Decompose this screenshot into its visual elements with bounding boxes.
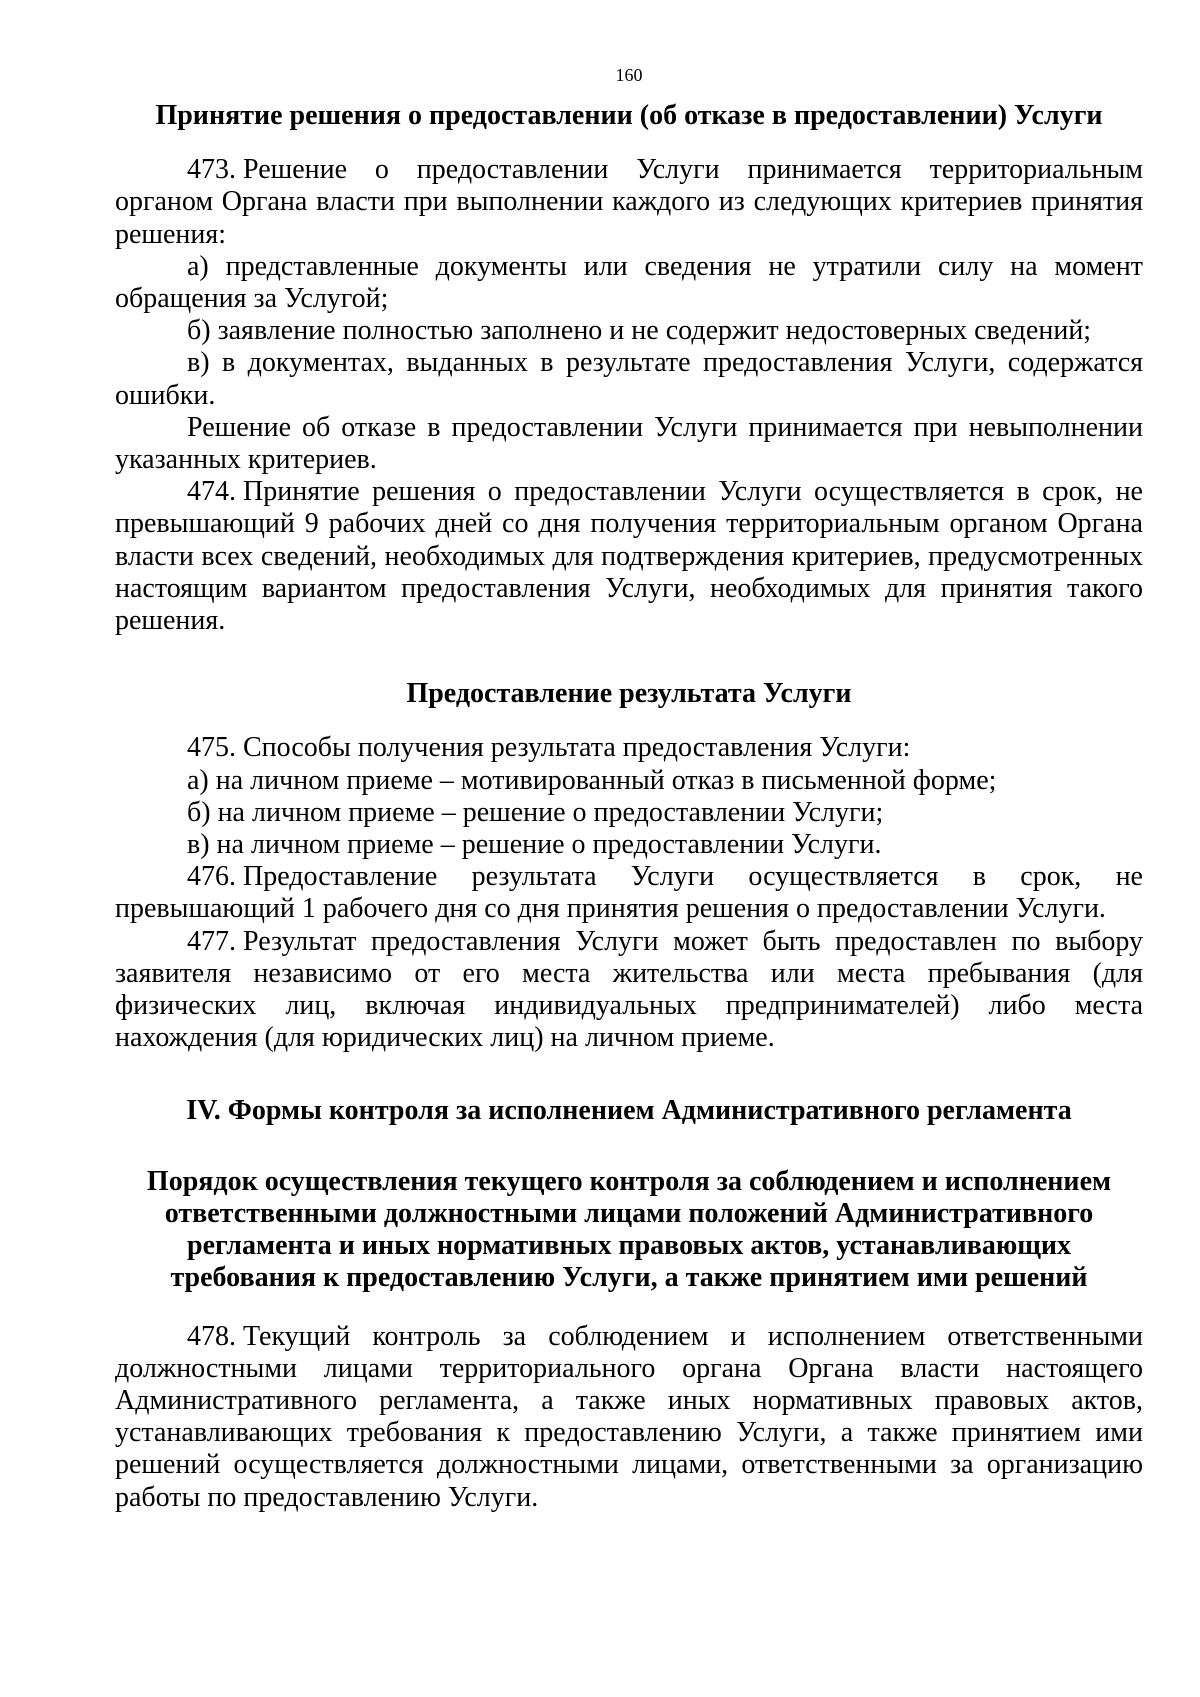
section-heading-result: Предоставление результата Услуги: [406, 678, 852, 710]
paragraph-number: 473.: [187, 154, 236, 186]
paragraph-475: [115, 732, 1143, 764]
part-heading-control-forms: IV. Формы контроля за исполнением Административного регламента: [186, 1095, 1072, 1127]
section-result: [115, 678, 1143, 1054]
paragraph-text: Принятие решения о предоставлении Услуги осуществляется в срок, не превышающий 9 рабочих дней со дня получения территориальным органом Органа власти всех сведений, необходимых для подтверждения критериев, предусмотренных настоящим вариантом предоставления Услуги, необходимых для принятия такого решения.: [115, 476, 1143, 637]
paragraph-number: 476.: [187, 861, 236, 893]
paragraph-text: б) на личном приеме – решение о предоставлении Услуги;: [187, 796, 884, 828]
paragraph-text: Предоставление результата Услуги осуществляется в срок, не превышающий 1 рабочего дня со дня принятия решения о предоставлении Услуги.: [115, 861, 1143, 925]
paragraph-text: Решение об отказе в предоставлении Услуги принимается при невыполнении указанных критериев.: [115, 411, 1143, 476]
heading-line: Порядок осуществления текущего контроля за соблюдением и исполнением: [146, 1165, 1112, 1197]
heading-line: регламента и иных нормативных правовых актов, устанавливающих: [187, 1230, 1071, 1262]
paragraph-473: [115, 154, 1143, 251]
section-heading-decision: Принятие решения о предоставлении (об отказе в предоставлении) Услуги: [155, 100, 1103, 131]
paragraph-text: в) на личном приеме – решение о предоставлении Услуги.: [187, 829, 882, 861]
paragraph-text: б) заявление полностью заполнено и не содержит недостоверных сведений;: [187, 315, 1092, 347]
paragraph-number: 477.: [187, 925, 236, 957]
list-item-b: [115, 797, 1143, 829]
paragraph-476: [115, 861, 1143, 925]
paragraph-number: 478.: [187, 1320, 236, 1352]
list-item-a: [115, 765, 1143, 797]
section-heading-current-control: [115, 1166, 1143, 1295]
heading-line: ответственными должностными лицами положений Административного: [164, 1197, 1094, 1229]
paragraph-refusal: [115, 412, 1143, 476]
list-item-c: [115, 347, 1143, 411]
section-current-control: [115, 1166, 1143, 1514]
paragraph-text: а) представленные документы или сведения не утратили силу на момент обращения за Услугой;: [115, 250, 1143, 315]
heading-line: требования к предоставлению Услуги, а также принятием ими решений: [170, 1262, 1088, 1294]
section-decision: [115, 100, 1143, 637]
paragraph-text: Результат предоставления Услуги может быть предоставлен по выбору заявителя независимо от его места жительства или места пребывания (для физических лиц, включая индивидуальных предпринимателей) либо места нахождения (для юридических лиц) на личном приеме.: [115, 925, 1143, 1054]
paragraph-text: в) в документах, выданных в результате предоставления Услуги, содержатся ошибки.: [115, 347, 1143, 411]
page-number: 160: [615, 65, 643, 85]
paragraph-text: а) на личном приеме – мотивированный отказ в письменной форме;: [187, 764, 997, 796]
list-item-b: [115, 315, 1143, 347]
paragraph-474: [115, 476, 1143, 637]
document-page: [115, 64, 1143, 1514]
list-item-c: [115, 829, 1143, 861]
paragraph-text: Текущий контроль за соблюдением и исполнением ответственными должностными лицами территориального органа Органа власти настоящего Административного регламента, а также иных нормативных правовых актов, устанавливающих требования к предоставлению Услуги, а также принятием ими решений осуществляется должностными лицами, ответственными за организацию работы по предоставлению Услуги.: [115, 1320, 1143, 1513]
paragraph-477: [115, 926, 1143, 1055]
list-item-a: [115, 251, 1143, 315]
paragraph-number: 474.: [187, 476, 236, 508]
paragraph-number: 475.: [187, 732, 236, 764]
paragraph-478: [115, 1321, 1143, 1514]
paragraph-text: Способы получения результата предоставления Услуги:: [243, 732, 911, 764]
paragraph-text: Решение о предоставлении Услуги принимается территориальным органом Органа власти при выполнении каждого из следующих критериев принятия решения:: [115, 154, 1143, 250]
